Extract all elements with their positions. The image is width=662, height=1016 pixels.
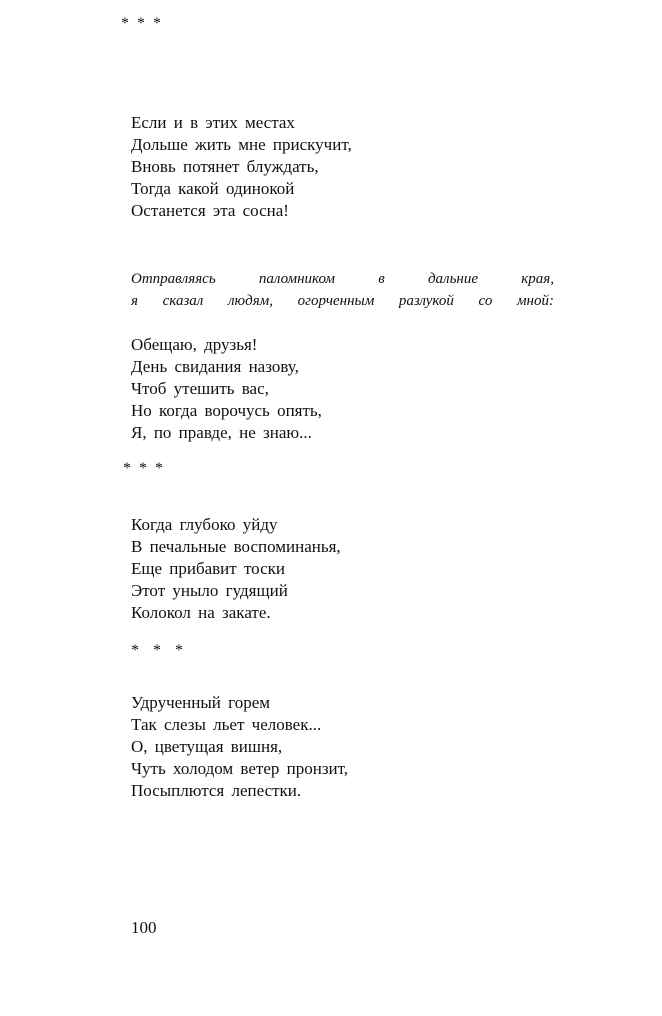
- poem-preface: [131, 268, 554, 312]
- poem-stanza: [131, 514, 341, 624]
- poem-stanza: [131, 334, 322, 444]
- page-number: 100: [131, 918, 157, 937]
- section-divider-stars: * * *: [121, 15, 163, 32]
- poem-line: Колокол на закате.: [131, 603, 271, 622]
- poem-line: Дольше жить мне прискучит,: [131, 135, 352, 154]
- section-divider-stars: * * *: [123, 460, 165, 477]
- poem-line: Но когда ворочусь опять,: [131, 401, 322, 420]
- preface-line: я сказал людям, огорченным разлукой со мной:: [131, 293, 554, 309]
- poem-stanza: [131, 692, 348, 802]
- poem-line: Вновь потянет блуждать,: [131, 157, 319, 176]
- poem-line: Этот уныло гудящий: [131, 581, 288, 600]
- poem-line: Тогда какой одинокой: [131, 179, 295, 198]
- poem-line: Если и в этих местах: [131, 113, 295, 132]
- preface-line: Отправляясь паломником в дальние края,: [131, 271, 554, 287]
- poem-line: Еще прибавит тоски: [131, 559, 285, 578]
- poem-stanza: [131, 112, 352, 222]
- poem-line: В печальные воспоминанья,: [131, 537, 341, 556]
- poem-line: День свидания назову,: [131, 357, 299, 376]
- poem-line: О, цветущая вишня,: [131, 737, 283, 756]
- poem-line: Чтоб утешить вас,: [131, 379, 269, 398]
- poem-line: Удрученный горем: [131, 693, 270, 712]
- poem-line: Так слезы льет человек...: [131, 715, 322, 734]
- poem-line: Я, по правде, не знаю...: [131, 423, 312, 442]
- poem-line: Останется эта сосна!: [131, 201, 289, 220]
- poem-line: Посыплются лепестки.: [131, 781, 302, 800]
- poem-line: Когда глубоко уйду: [131, 515, 278, 534]
- poem-line: Обещаю, друзья!: [131, 335, 258, 354]
- poem-line: Чуть холодом ветер пронзит,: [131, 759, 349, 778]
- section-divider-stars: * * *: [131, 642, 185, 659]
